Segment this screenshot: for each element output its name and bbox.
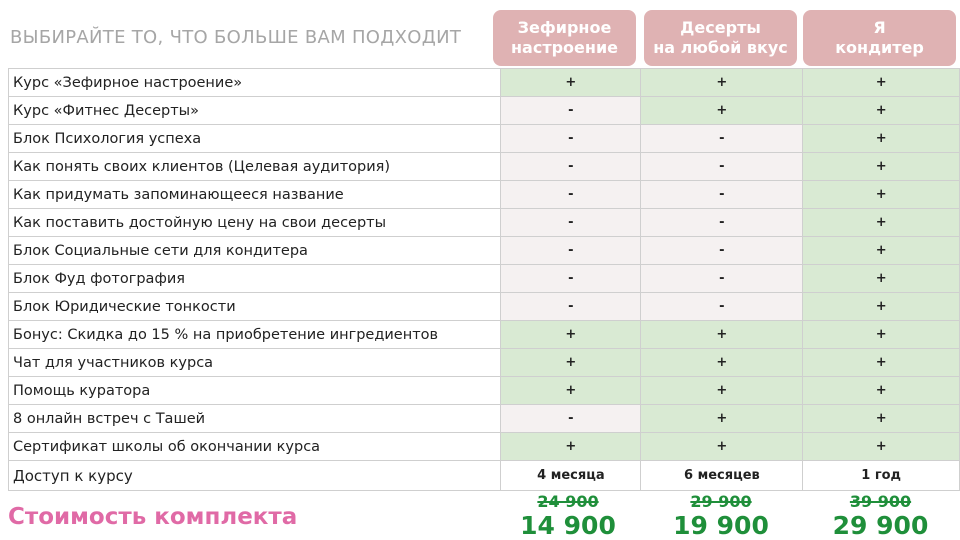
included-mark: + [803,181,960,209]
excluded-mark: - [501,265,641,293]
table-row [9,181,960,209]
excluded-mark: - [641,181,803,209]
plan-header-zefir[interactable] [493,10,636,66]
price-label: Стоимость комплекта [8,504,298,530]
included-mark: + [803,237,960,265]
table-row-access [9,461,960,491]
table-row [9,265,960,293]
old-price: 39 900 [849,492,912,511]
table-row [9,153,960,181]
table-row [9,405,960,433]
included-mark: + [803,293,960,321]
included-mark: + [803,153,960,181]
feature-label: Чат для участников курса [9,349,501,377]
included-mark: + [501,321,641,349]
included-mark: + [501,349,641,377]
price-block-zefir [498,492,638,540]
excluded-mark: - [641,153,803,181]
feature-label: 8 онлайн встреч с Ташей [9,405,501,433]
excluded-mark: - [501,293,641,321]
feature-label: Бонус: Скидка до 15 % на приобретение ингредиентов [9,321,501,349]
table-row [9,433,960,461]
price-block-konditer [802,492,959,540]
table-row [9,321,960,349]
included-mark: + [803,349,960,377]
plan-header-label: Я кондитер [835,18,924,57]
excluded-mark: - [501,181,641,209]
included-mark: + [803,69,960,97]
feature-label: Курс «Зефирное настроение» [9,69,501,97]
table-row [9,377,960,405]
table-row [9,237,960,265]
feature-label: Блок Социальные сети для кондитера [9,237,501,265]
included-mark: + [501,69,641,97]
excluded-mark: - [641,209,803,237]
access-duration: 4 месяца [501,461,641,491]
feature-label: Как придумать запоминающееся название [9,181,501,209]
new-price: 14 900 [520,511,616,540]
excluded-mark: - [641,237,803,265]
new-price: 29 900 [832,511,929,540]
feature-label: Помощь куратора [9,377,501,405]
included-mark: + [641,377,803,405]
feature-label: Сертификат школы об окончании курса [9,433,501,461]
included-mark: + [641,321,803,349]
included-mark: + [501,377,641,405]
excluded-mark: - [641,293,803,321]
table-row [9,69,960,97]
feature-label: Как поставить достойную цену на свои десерты [9,209,501,237]
plan-header-deserty[interactable] [644,10,797,66]
included-mark: + [803,321,960,349]
excluded-mark: - [501,153,641,181]
plan-header-konditer[interactable] [803,10,956,66]
included-mark: + [803,125,960,153]
table-row [9,209,960,237]
included-mark: + [803,433,960,461]
feature-label: Блок Юридические тонкости [9,293,501,321]
feature-label: Как понять своих клиентов (Целевая аудитория) [9,153,501,181]
feature-label: Доступ к курсу [9,461,501,491]
table-row [9,293,960,321]
included-mark: + [803,265,960,293]
comparison-table [8,68,960,491]
excluded-mark: - [641,265,803,293]
included-mark: + [641,433,803,461]
included-mark: + [803,97,960,125]
included-mark: + [641,69,803,97]
access-duration: 1 год [803,461,960,491]
excluded-mark: - [501,405,641,433]
table-row [9,97,960,125]
included-mark: + [641,349,803,377]
excluded-mark: - [501,237,641,265]
included-mark: + [803,209,960,237]
plan-header-label: Зефирное настроение [510,18,619,57]
included-mark: + [641,405,803,433]
price-block-deserty [640,492,802,540]
included-mark: + [803,405,960,433]
old-price: 29 900 [690,492,752,511]
feature-label: Курс «Фитнес Десерты» [9,97,501,125]
excluded-mark: - [501,209,641,237]
table-row [9,125,960,153]
included-mark: + [501,433,641,461]
included-mark: + [641,97,803,125]
access-duration: 6 месяцев [641,461,803,491]
excluded-mark: - [641,125,803,153]
excluded-mark: - [501,125,641,153]
plan-header-label: Десерты на любой вкус [653,18,788,57]
old-price: 24 900 [537,492,599,511]
feature-label: Блок Фуд фотография [9,265,501,293]
included-mark: + [803,377,960,405]
table-row [9,349,960,377]
page-headline: ВЫБИРАЙТЕ ТО, ЧТО БОЛЬШЕ ВАМ ПОДХОДИТ [10,27,462,48]
excluded-mark: - [501,97,641,125]
new-price: 19 900 [673,511,769,540]
feature-label: Блок Психология успеха [9,125,501,153]
